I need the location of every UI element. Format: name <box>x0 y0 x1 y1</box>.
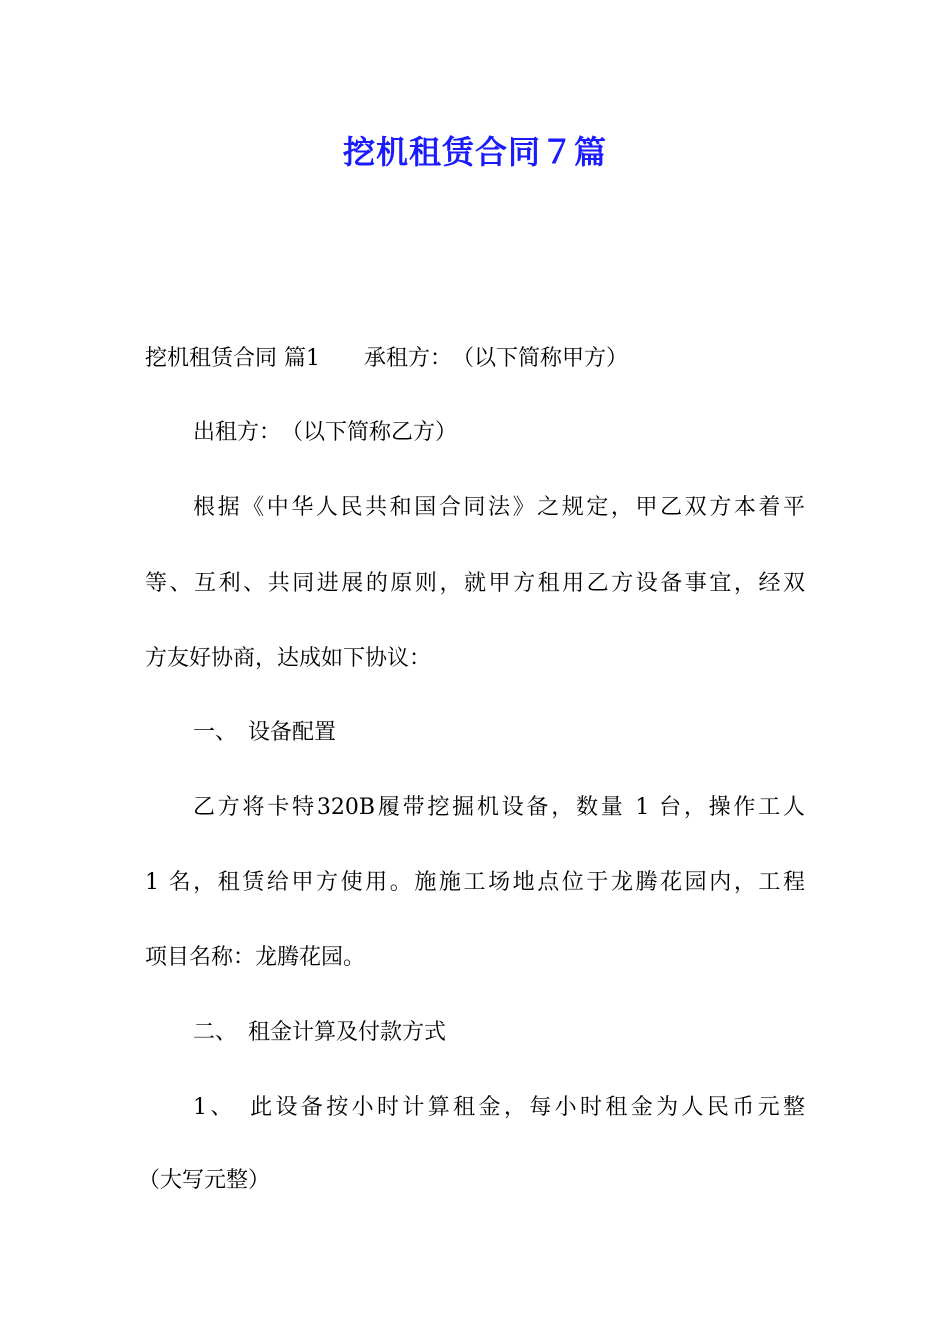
paragraph-line-10: （大写元整） <box>138 1168 271 1193</box>
paragraph-line-3: 根据《中华人民共和国合同法》之规定，甲乙双方本着平 <box>193 495 805 520</box>
paragraph-line-4: 等、互利、共同进展的原则，就甲方租用乙方设备事宜，经双 <box>145 571 805 596</box>
section-heading-2: 二、 租金计算及付款方式 <box>193 1020 447 1045</box>
paragraph-line-8: 项目名称：龙腾花园。 <box>145 945 366 970</box>
paragraph-line-9: 1、 此设备按小时计算租金，每小时租金为人民币元整 <box>193 1095 805 1120</box>
paragraph-line-7: 1 名，租赁给甲方使用。施施工场地点位于龙腾花园内，工程 <box>145 870 805 895</box>
document-title: 挖机租赁合同７篇 <box>342 133 607 171</box>
paragraph-line-2: 出租方： （以下简称乙方） <box>193 420 458 445</box>
section-heading-1: 一、 设备配置 <box>193 720 337 745</box>
paragraph-line-6: 乙方将卡特320B履带挖掘机设备，数量 1 台，操作工人 <box>193 795 805 820</box>
paragraph-line-1: 挖机租赁合同 篇1 承租方： （以下简称甲方） <box>145 346 628 371</box>
paragraph-line-5: 方友好协商，达成如下协议： <box>145 646 432 671</box>
